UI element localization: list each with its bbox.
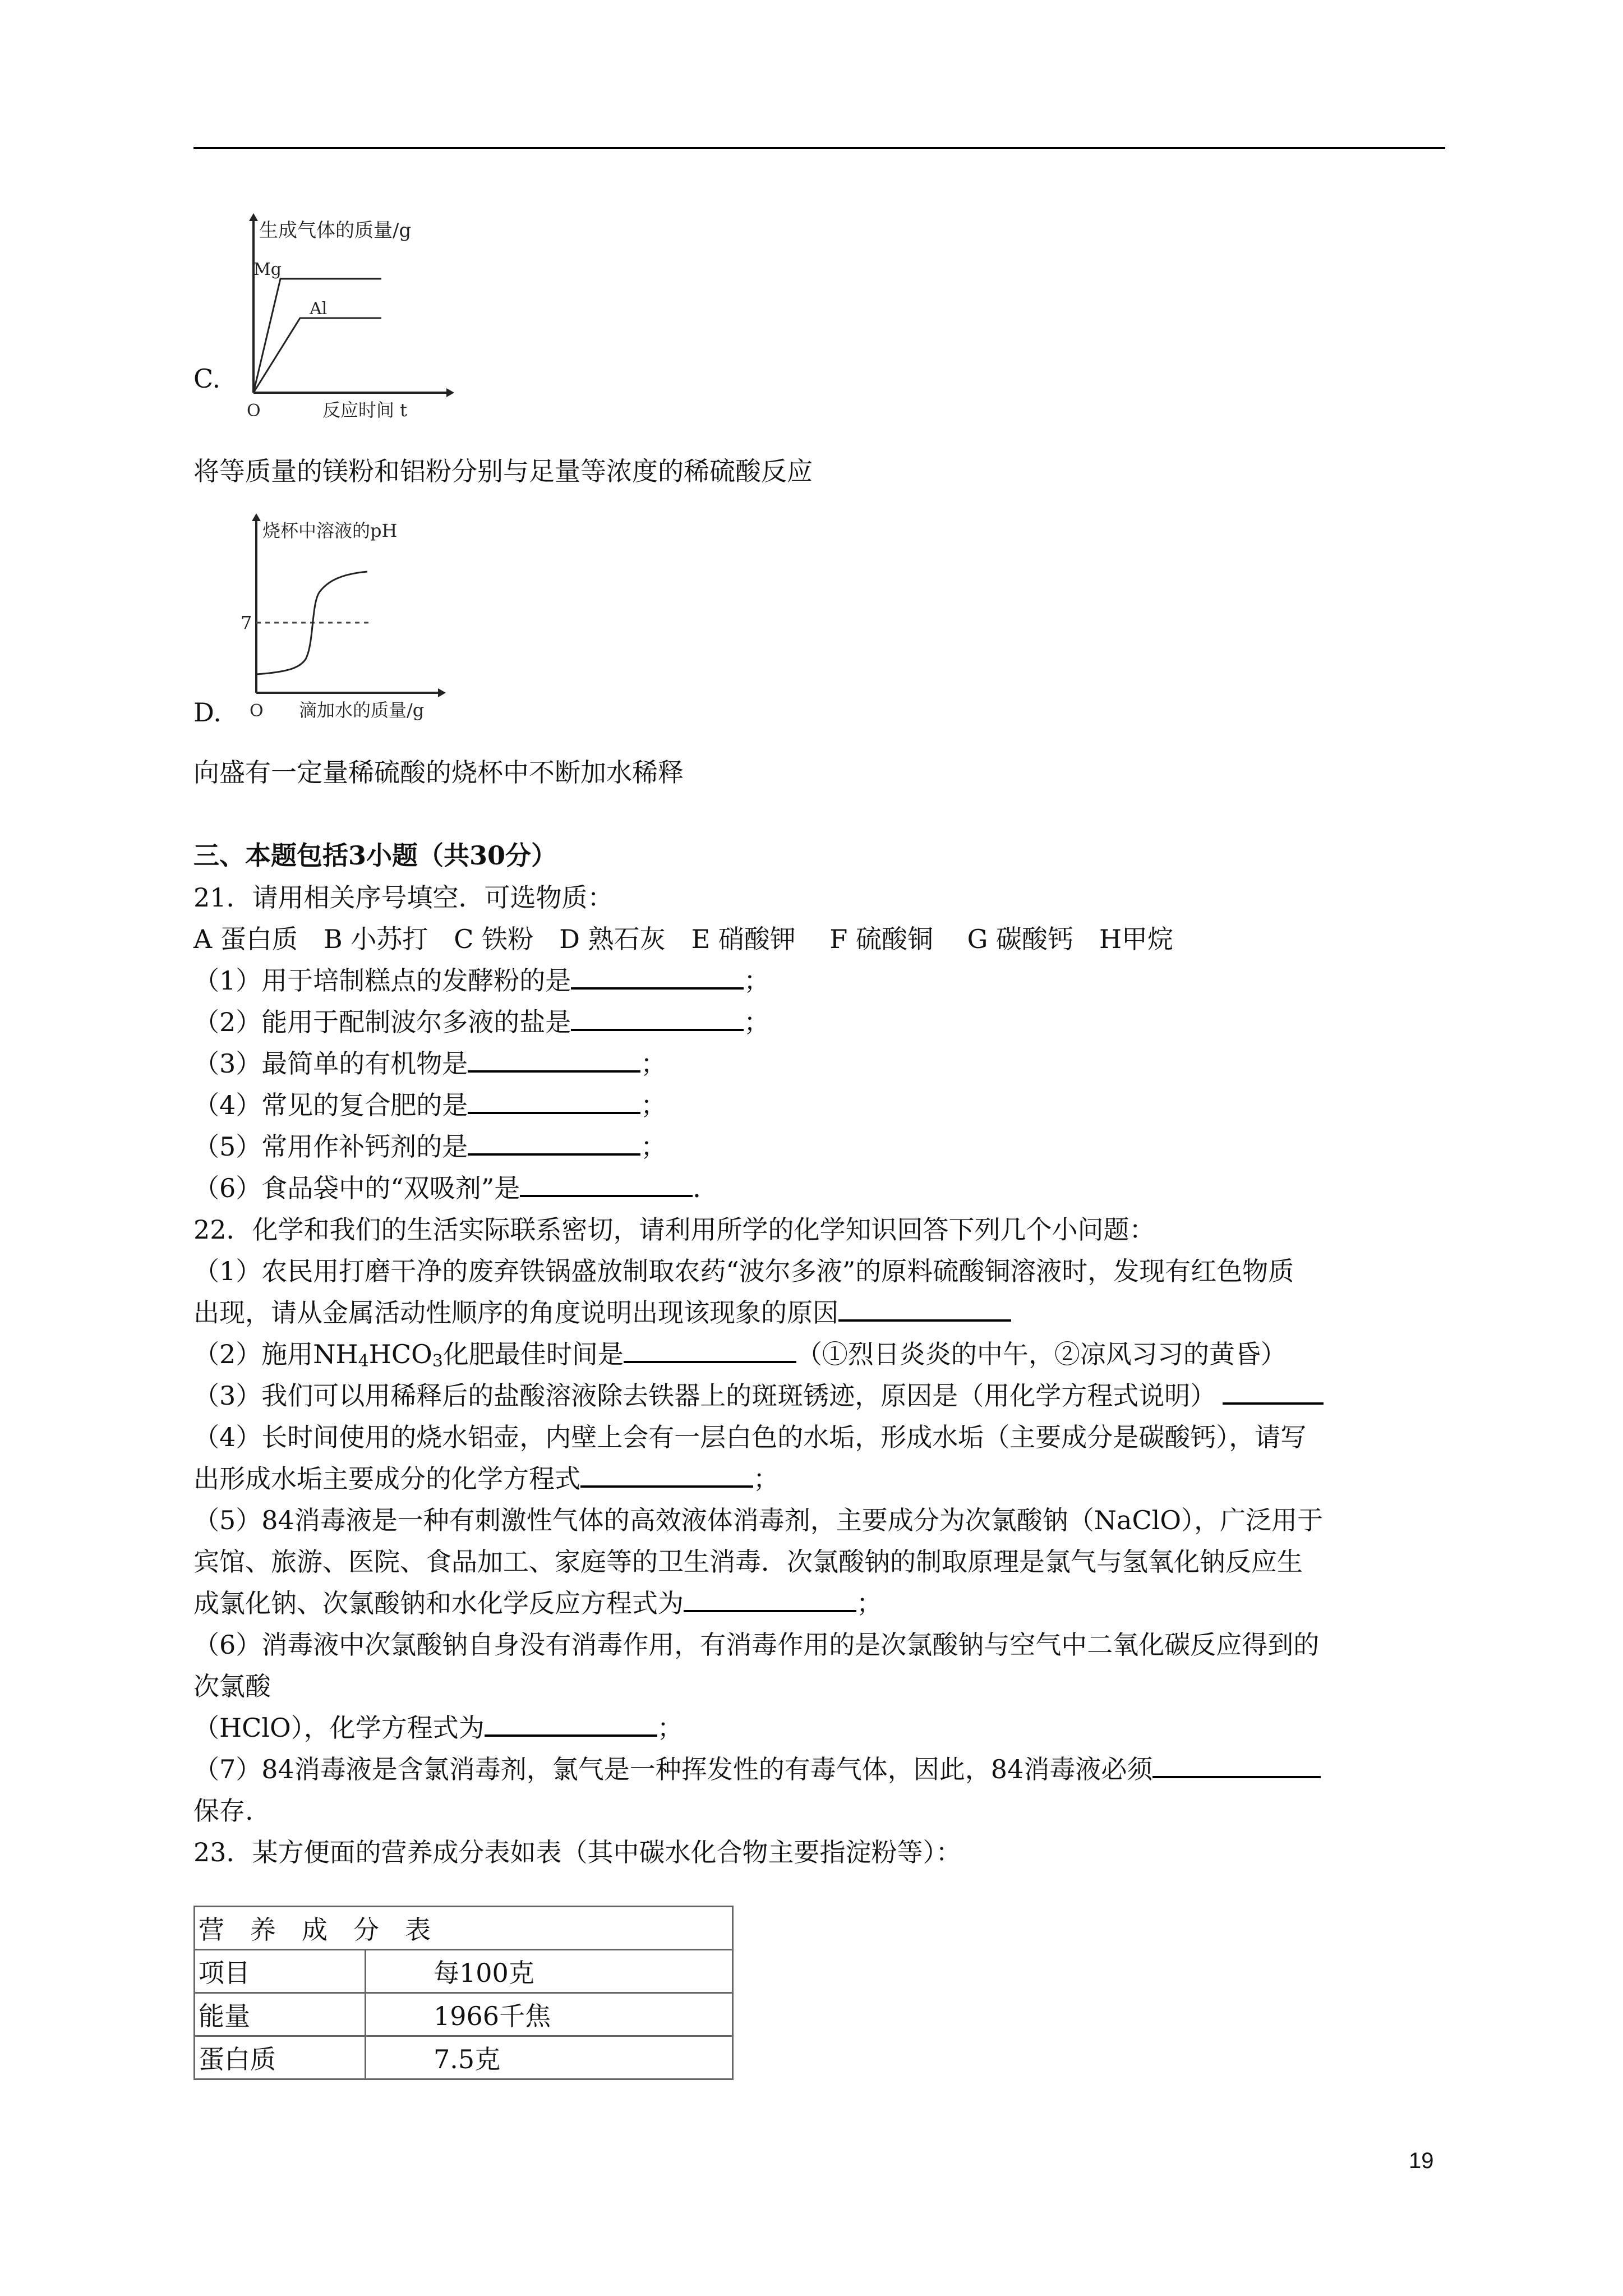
section-title: 三、本题包括3小题（共30分） — [193, 840, 557, 871]
q23-stem: 23．某方便面的营养成分表如表（其中碳水化合物主要指淀粉等）： — [193, 1837, 962, 1867]
page-number: 19 — [1409, 2148, 1434, 2173]
table-cell: 每100克 — [366, 1950, 733, 1993]
answer-blank[interactable] — [838, 1296, 1011, 1322]
q21-item: （2）能用于配制波尔多液的盐是 ； — [193, 1005, 769, 1039]
q21-options: A 蛋白质 B 小苏打 C 铁粉 D 熟石灰 E 硝酸钾 F 硫酸铜 G 碳酸钙 H甲烷 — [193, 924, 1174, 954]
mg-label: Mg — [253, 260, 282, 279]
answer-blank[interactable] — [580, 1462, 753, 1488]
q21-item: （1）用于培制糕点的发酵粉的是 ； — [193, 964, 769, 997]
table-cell: 1966千焦 — [366, 1993, 733, 2036]
answer-blank[interactable] — [468, 1130, 640, 1156]
graph-c-caption: 将等质量的镁粉和铝粉分别与足量等浓度的稀硫酸反应 — [193, 456, 813, 486]
table-row — [195, 1950, 733, 1993]
table-row — [195, 2036, 733, 2079]
q22-p4b: 出形成水垢主要成分的化学方程式 ； — [193, 1462, 779, 1496]
graph-d-xlabel: 滴加水的质量/g — [299, 700, 425, 721]
mg-curve — [253, 279, 381, 393]
answer-blank[interactable] — [520, 1171, 693, 1197]
q22-p7a: （7）84消毒液是含氯消毒剂，氯气是一种挥发性的有毒气体，因此，84消毒液必须 — [193, 1752, 1321, 1786]
graph-d — [227, 513, 457, 721]
answer-blank[interactable] — [571, 1005, 744, 1031]
graph-c-xlabel: 反应时间 t — [322, 399, 408, 421]
answer-blank[interactable] — [571, 964, 744, 990]
q22-p6a: （6）消毒液中次氯酸钠自身没有消毒作用，有消毒作用的是次氯酸钠与空气中二氧化碳反应得到的 — [193, 1630, 1320, 1660]
q22-p4a: （4）长时间使用的烧水铝壶，内壁上会有一层白色的水垢，形成水垢（主要成分是碳酸钙），请写 — [193, 1422, 1307, 1452]
q22-p7b: 保存. — [193, 1796, 253, 1826]
graph-d-caption: 向盛有一定量稀硫酸的烧杯中不断加水稀释 — [193, 757, 684, 788]
table-title: 营 养 成 分 表 — [195, 1907, 733, 1950]
q22-p6c: （HClO），化学方程式为 ； — [193, 1711, 683, 1745]
answer-blank[interactable] — [684, 1586, 856, 1612]
table-cell: 7.5克 — [366, 2036, 733, 2079]
graph-d-origin: O — [250, 701, 264, 721]
q22-p5a: （5）84消毒液是一种有刺激性气体的高效液体消毒剂，主要成分为次氯酸钠（NaClO），广泛用于 — [193, 1505, 1324, 1535]
q22-p1b: 出现，请从金属活动性顺序的角度说明出现该现象的原因 — [193, 1296, 1011, 1329]
q21-stem: 21．请用相关序号填空．可选物质： — [193, 882, 614, 913]
q22-p1a: （1）农民用打磨干净的废弃铁锅盛放制取农药“波尔多液”的原料硫酸铜溶液时，发现有红色物质 — [193, 1256, 1294, 1286]
al-label: Al — [310, 299, 328, 319]
q22-p2: （2）施用$NH_4HCO_3$化肥最佳时间是 （①烈日炎炎的中午，②凉风习习的黄昏） — [193, 1337, 1287, 1378]
answer-blank[interactable] — [468, 1047, 640, 1073]
q21-item: （3）最简单的有机物是 ； — [193, 1047, 666, 1080]
q22-stem: 22．化学和我们的生活实际联系密切，请利用所学的化学知识回答下列几个小问题： — [193, 1214, 1155, 1245]
q22-p5b: 宾馆、旅游、医院、食品加工、家庭等的卫生消毒．次氯酸钠的制取原理是氯气与氢氧化钠反应生 — [193, 1547, 1303, 1577]
q22-p6b: 次氯酸 — [193, 1671, 271, 1701]
table-cell: 能量 — [195, 1993, 366, 2036]
table-row — [195, 1907, 733, 1950]
answer-blank[interactable] — [468, 1088, 640, 1114]
option-d-label: D. — [193, 697, 222, 728]
graph-c-origin: O — [247, 401, 261, 421]
al-curve — [253, 318, 381, 393]
answer-blank[interactable] — [1223, 1379, 1324, 1405]
graph-c-ylabel: 生成气体的质量/g — [259, 219, 412, 242]
graph-d-ylabel: 烧杯中溶液的pH — [262, 520, 398, 541]
graph-c — [224, 213, 460, 421]
answer-blank[interactable] — [1152, 1752, 1321, 1778]
table-row — [195, 1993, 733, 2036]
q21-item: （5）常用作补钙剂的是 ； — [193, 1130, 666, 1163]
option-c-label: C. — [193, 364, 221, 394]
nutrition-table — [193, 1906, 734, 2080]
answer-blank[interactable] — [624, 1337, 796, 1363]
q22-p5c: 成氯化钠、次氯酸钠和水化学反应方程式为 ； — [193, 1586, 882, 1620]
q22-p3: （3）我们可以用稀释后的盐酸溶液除去铁器上的斑斑锈迹，原因是（用化学方程式说明） — [193, 1379, 1324, 1412]
answer-blank[interactable] — [485, 1711, 657, 1737]
table-cell: 蛋白质 — [195, 2036, 366, 2079]
q21-item: （6）食品袋中的“双吸剂”是 ． — [193, 1171, 718, 1205]
graph-d-ytick: 7 — [241, 612, 252, 633]
header-rule — [193, 147, 1445, 149]
q21-item: （4）常见的复合肥的是 ； — [193, 1088, 666, 1122]
table-cell: 项目 — [195, 1950, 366, 1993]
